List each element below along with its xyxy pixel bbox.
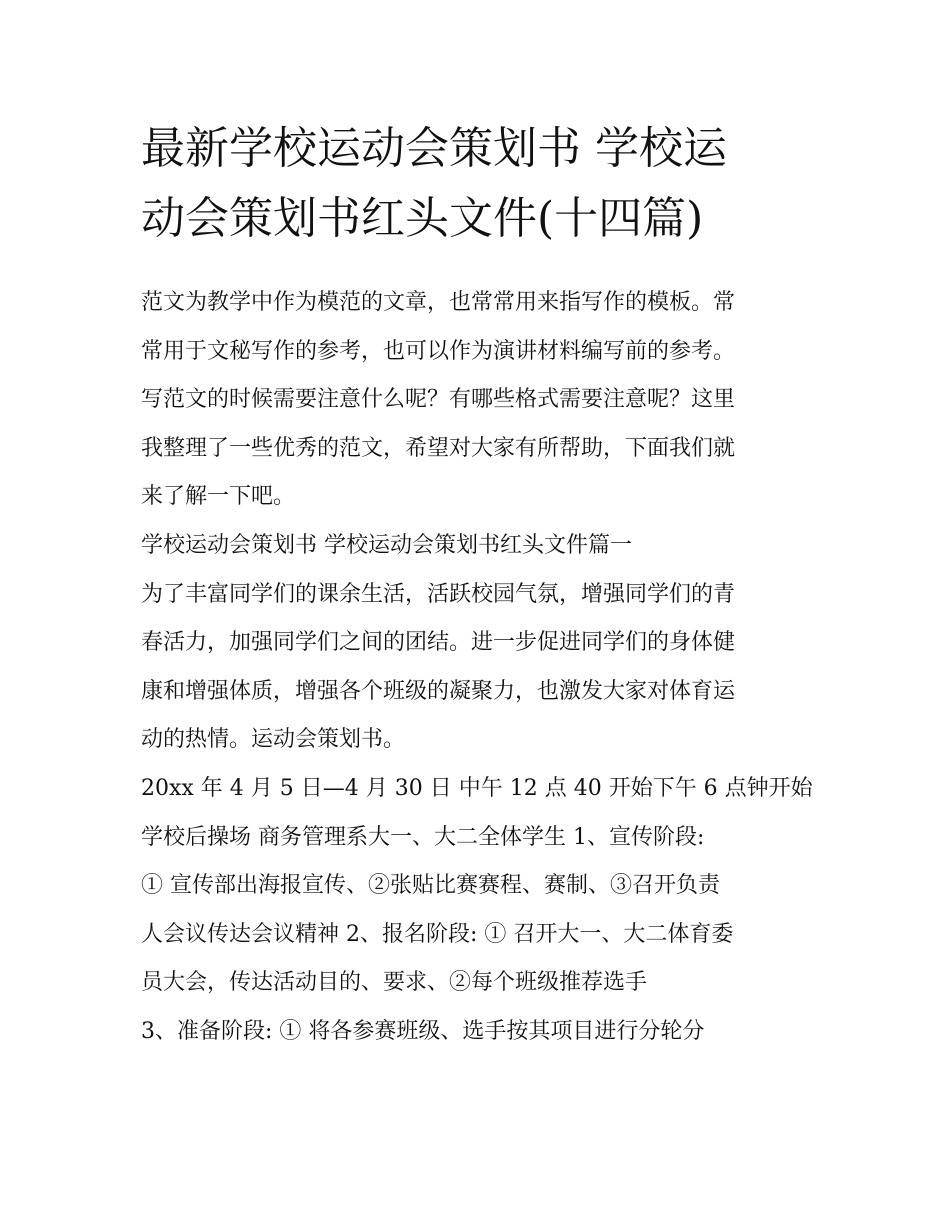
body-line: 3、准备阶段: ① 将各参赛班级、选手按其项目进行分轮分	[141, 1018, 705, 1044]
body-line: ① 宣传部出海报宣传、②张贴比赛赛程、赛制、③召开负责	[141, 873, 720, 899]
document-title	[141, 114, 821, 254]
title-line-1: 最新学校运动会策划书 学校运	[141, 123, 727, 174]
title-line-2: 动会策划书红头文件(十四篇)	[141, 193, 704, 244]
body-line: 康和增强体质，增强各个班级的凝聚力，也激发大家对体育运	[141, 678, 736, 704]
body-line: 写范文的时候需要注意什么呢？有哪些格式需要注意呢？这里	[141, 387, 736, 413]
body-line: 范文为教学中作为模范的文章，也常常用来指写作的模板。常	[141, 290, 736, 315]
body-line: 来了解一下吧。	[141, 484, 296, 510]
section-heading: 学校运动会策划书 学校运动会策划书红头文件篇一	[141, 532, 632, 558]
body-line: 员大会，传达活动目的、要求、②每个班级推荐选手	[141, 970, 648, 996]
body-line: 春活力，加强同学们之间的团结。进一步促进同学们的身体健	[141, 630, 736, 656]
body-line: 20xx 年 4 月 5 日—4 月 30 日 中午 12 点 40 开始下午 6 点钟开始	[141, 775, 813, 801]
body-line: 常用于文秘写作的参考，也可以作为演讲材料编写前的参考。	[141, 338, 736, 364]
document-body	[141, 279, 841, 1057]
body-line: 动的热情。运动会策划书。	[141, 727, 406, 753]
body-line: 我整理了一些优秀的范文，希望对大家有所帮助，下面我们就	[141, 435, 736, 461]
body-line: 人会议传达会议精神 2、报名阶段: ① 召开大一、大二体育委	[141, 921, 734, 947]
body-line: 学校后操场 商务管理系大一、大二全体学生 1、宣传阶段:	[141, 824, 705, 850]
body-line: 为了丰富同学们的课余生活，活跃校园气氛，增强同学们的青	[141, 581, 736, 607]
